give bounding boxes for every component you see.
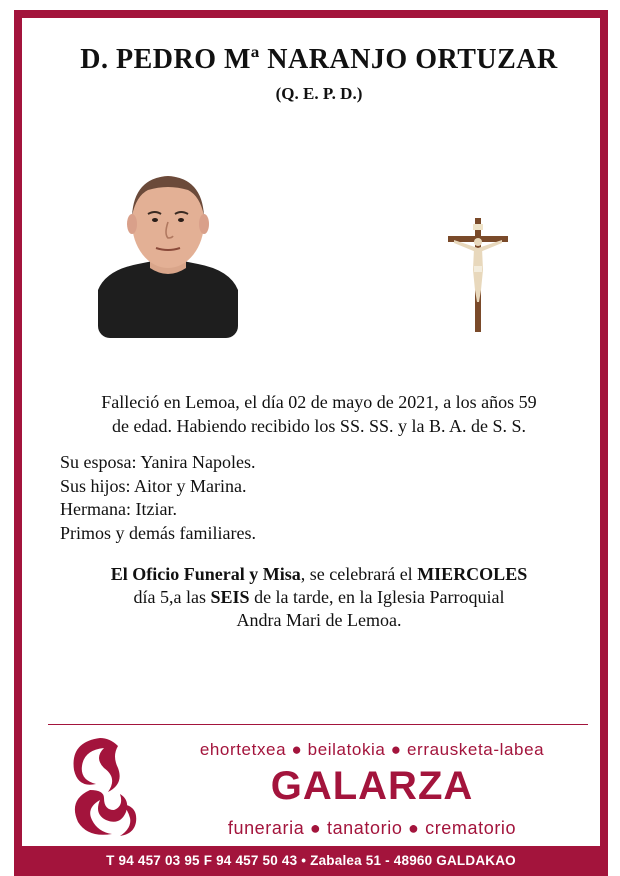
- brand-tagline-spanish: funeraria ● tanatorio ● crematorio: [227, 818, 517, 838]
- death-announcement: [52, 390, 586, 438]
- galarza-logo-icon: [60, 734, 146, 840]
- portrait-illustration: [98, 160, 238, 338]
- announcement-line-2: de edad. Habiendo recibido los SS. SS. y la B. A. de S. S.: [112, 416, 526, 436]
- announcement-line-1: Falleció en Lemoa, el día 02 de mayo de 2021, a los años 59: [101, 392, 537, 412]
- brand-tagline-basque: ehortetxea ● beilatokia ● errausketa-labea: [199, 740, 545, 759]
- funeral-service-label: El Oficio Funeral y Misa: [110, 564, 301, 584]
- family-sister: Hermana: Itziar.: [60, 499, 177, 519]
- funeral-details: [52, 563, 586, 632]
- obituary-card: [14, 10, 608, 868]
- contact-footer: T 94 457 03 95 F 94 457 50 43 • Zabalea 51 - 48960 GALDAKAO: [14, 846, 608, 876]
- funeral-line-1: El Oficio Funeral y Misa, se celebrará el MIERCOLES: [110, 564, 528, 584]
- family-list: [60, 451, 256, 545]
- funeral-day: MIERCOLES: [417, 564, 528, 584]
- rip-abbreviation: (Q. E. P. D.): [275, 84, 363, 103]
- family-spouse: Su esposa: Yanira Napoles.: [60, 452, 256, 472]
- family-relatives: Primos y demás familiares.: [60, 522, 256, 543]
- funeral-hour: SEIS: [210, 587, 250, 607]
- divider: [48, 724, 588, 725]
- crucifix-icon: [448, 218, 508, 332]
- portrait-photo: [98, 160, 238, 338]
- funeral-line-3: Andra Mari de Lemoa.: [236, 610, 402, 630]
- family-children: Sus hijos: Aitor y Marina.: [60, 475, 247, 496]
- funeral-line-2: día 5,a las SEIS de la tarde, en la Iglesia Parroquial: [133, 587, 505, 607]
- brand-name: GALARZA: [270, 764, 474, 808]
- deceased-name: D. PEDRO Mª NARANJO ORTUZAR: [80, 44, 558, 75]
